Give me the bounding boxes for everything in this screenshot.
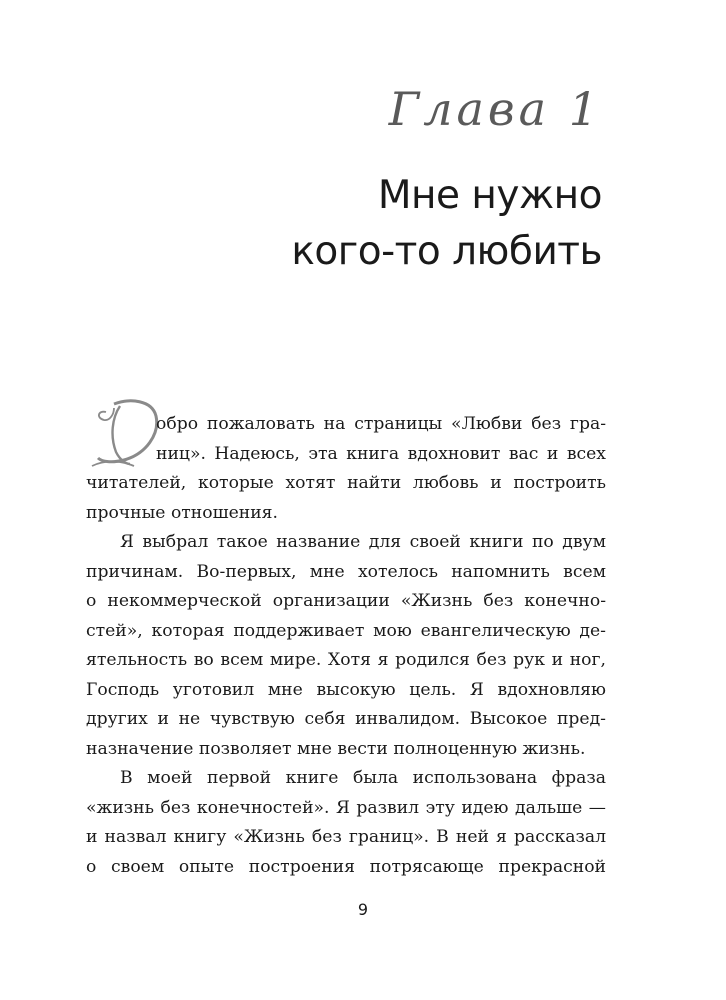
text-line: о своем опыте построения потрясающе прекрасной	[86, 856, 606, 877]
text-line: «жизнь без конечностей». Я развил эту идею дальше —	[86, 797, 606, 818]
page-number: 9	[357, 900, 369, 919]
dropcap-letter: Д	[90, 396, 91, 397]
chapter-title	[182, 168, 602, 280]
text-line: читателей, которые хотят найти любовь и построить	[86, 473, 606, 493]
text-line: ятельность во всем мире. Хотя я родился без рук и ног,	[86, 650, 606, 670]
text-line: причинам. Во-первых, мне хотелось напомнить всем	[86, 561, 606, 582]
text-line: назначение позволяет мне вести полноценную жизнь.	[86, 738, 586, 759]
text-line: Я выбрал такое название для своей книги по двум	[120, 532, 606, 552]
text-line: обро пожаловать на страницы «Любви без гра-	[156, 414, 606, 434]
text-line: прочные отношения.	[86, 502, 278, 523]
text-line: о некоммерческой организации «Жизнь без конечно-	[86, 591, 606, 611]
text-line: Господь уготовил мне высокую цель. Я вдохновляю	[86, 679, 606, 700]
text-line: ниц». Надеюсь, эта книга вдохновит вас и всех	[156, 443, 606, 464]
chapter-number: Глава 1	[388, 82, 602, 136]
text-line: стей», которая поддерживает мою евангелическую де-	[86, 620, 606, 641]
chapter-title-line: Мне нужно	[377, 173, 602, 218]
text-line: и назвал книгу «Жизнь без границ». В ней я рассказал	[86, 827, 606, 847]
body-text	[86, 410, 606, 882]
text-line: В моей первой книге была использована фраза	[120, 768, 606, 788]
chapter-title-line: кого-то любить	[291, 229, 602, 274]
text-line: других и не чувствую себя инвалидом. Высокое пред-	[86, 709, 606, 729]
